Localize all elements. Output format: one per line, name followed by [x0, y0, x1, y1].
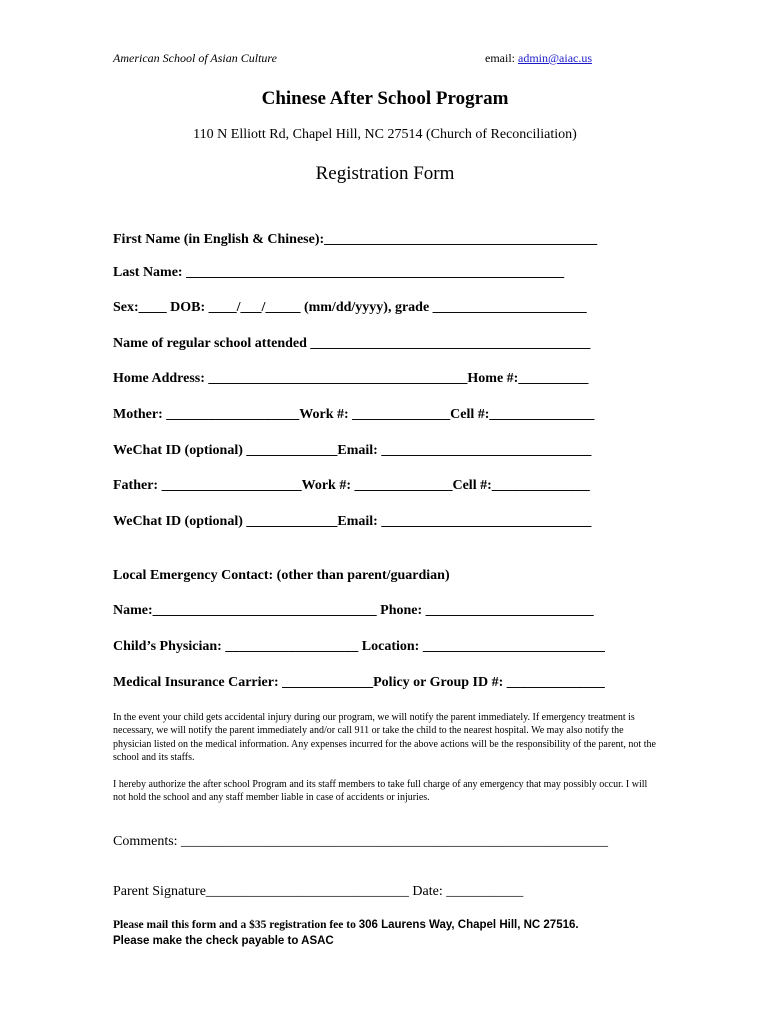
program-address: 110 N Elliott Rd, Chapel Hill, NC 27514 (Church of Reconciliation) — [193, 127, 577, 142]
emergency-notice-paragraph: In the event your child gets accidental injury during our program, we will notify the parent immediately. If emergency treatment is necessary, we will notify the parent immediately and/or call 911 or take the child to the nearest hospital. We may also notify the physician listed on the medical information. Any expenses incurred for the above actions will be the responsibility of the parent, not the school and its staffs. — [113, 712, 656, 763]
first-name-field[interactable]: First Name (in English & Chinese):_______________________________________ — [113, 232, 598, 247]
father-wechat-email-field[interactable]: WeChat ID (optional) _____________Email: ______________________________ — [113, 514, 592, 529]
header-school-name: American School of Asian Culture — [113, 51, 277, 65]
home-address-field[interactable]: Home Address: _____________________________________Home #:__________ — [113, 371, 589, 386]
authorization-paragraph: I hereby authorize the after school Program and its staff members to take full charge of any emergency that may possibly occur. I will not hold the school and any staff member liable in case of accidents or injuries. — [113, 779, 648, 804]
last-name-field[interactable]: Last Name: ______________________________________________________ — [113, 265, 565, 280]
mother-wechat-email-field[interactable]: WeChat ID (optional) _____________Email: ______________________________ — [113, 443, 592, 458]
father-field[interactable]: Father: ____________________Work #: ______________Cell #:______________ — [113, 478, 590, 493]
signature-date-field[interactable]: Parent Signature_____________________________ Date: ___________ — [113, 884, 524, 899]
comments-field[interactable]: Comments: _____________________________________________________________ — [113, 834, 609, 849]
program-title: Chinese After School Program — [261, 88, 509, 109]
emergency-contact-heading: Local Emergency Contact: (other than parent/guardian) — [113, 568, 450, 583]
regular-school-field[interactable]: Name of regular school attended ________________________________________ — [113, 336, 591, 351]
email-label: email: — [485, 51, 518, 65]
form-title: Registration Form — [315, 163, 455, 184]
mail-instruction-text: Please mail this form and a $35 registration fee to — [113, 919, 359, 931]
physician-location-field[interactable]: Child’s Physician: ___________________ Location: __________________________ — [113, 639, 605, 654]
sex-dob-grade-field[interactable]: Sex:____ DOB: ____/___/_____ (mm/dd/yyyy), grade ______________________ — [113, 300, 587, 315]
emergency-name-phone-field[interactable]: Name:________________________________ Phone: ________________________ — [113, 603, 594, 618]
mail-address: 306 Laurens Way, Chapel Hill, NC 27516. — [358, 919, 579, 931]
mother-field[interactable]: Mother: ___________________Work #: ______________Cell #:_______________ — [113, 407, 595, 422]
email-link[interactable]: admin@aiac.us — [518, 51, 593, 65]
insurance-policy-field[interactable]: Medical Insurance Carrier: _____________Policy or Group ID #: ______________ — [113, 675, 605, 690]
mail-instruction-line1 — [113, 919, 579, 931]
mail-instruction-line2: Please make the check payable to ASAC — [113, 935, 334, 947]
header-email — [485, 51, 592, 66]
